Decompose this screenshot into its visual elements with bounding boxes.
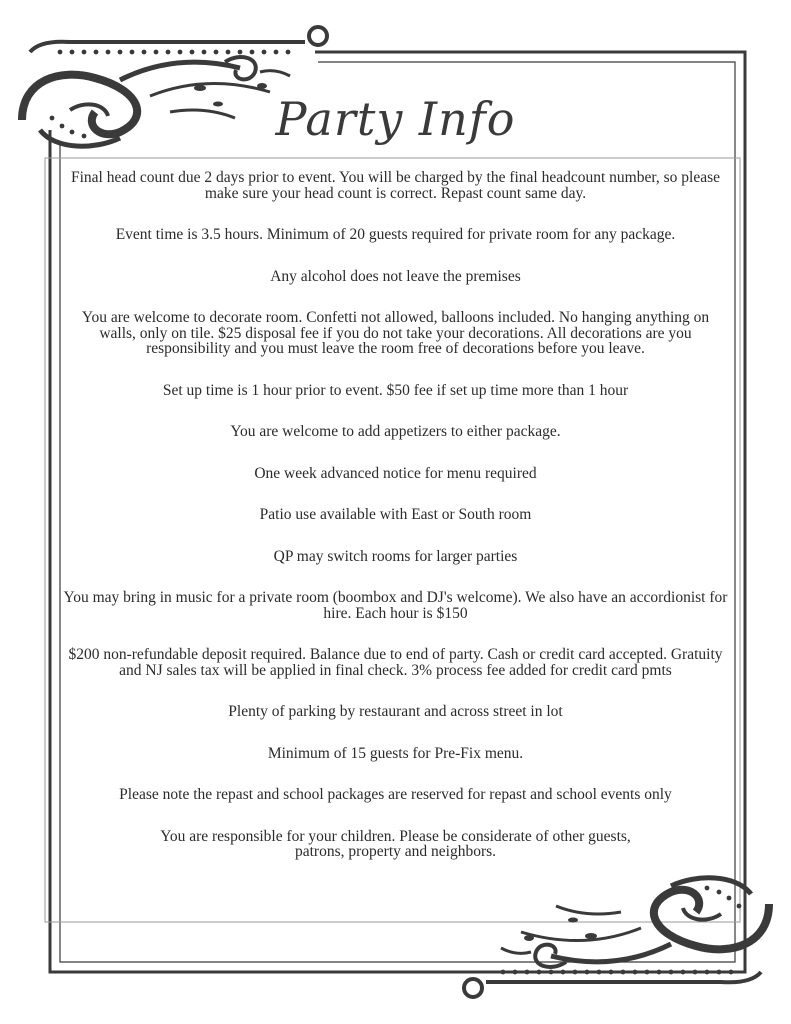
info-item-setup-time: Set up time is 1 hour prior to event. $50 fee if set up time more than 1 hour [162,381,629,399]
info-item-patio: Patio use available with East or South room [259,506,532,523]
info-item-menu-notice: One week advanced notice for menu required [254,464,537,482]
info-item-alcohol: Any alcohol does not leave the premises [270,267,521,285]
bottom-right-ornament [464,878,769,997]
info-item-decorations: You are welcome to decorate room. Confetti not allowed, balloons included. No hanging anything on walls, only on tile. $25 disposal fee if you do not take your decorations. All decorations are you responsibility and you must leave the room free of decorations before you leave. [81,309,710,357]
info-item-switch-rooms: QP may switch rooms for larger parties [273,547,518,565]
party-info-list [58,170,733,886]
info-item-repast-school: Please note the repast and school packages are reserved for repast and school events only [119,786,672,803]
info-item-headcount: Final head count due 2 days prior to event. You will be charged by the final headcount number, so please make sure your head count is correct. Repast count same day. [70,169,721,202]
page-title: Party Info [275,92,516,146]
info-item-music: You may bring in music for a private room (boombox and DJ's welcome). We also have an accordionist for hire. Each hour is $150 [63,589,728,622]
info-item-appetizers: You are welcome to add appetizers to either package. [230,423,561,440]
info-item-prefix-menu: Minimum of 15 guests for Pre-Fix menu. [267,744,524,762]
info-item-children: You are responsible for your children. Please be considerate of other guests, patrons, property and neighbors. [160,827,631,860]
info-item-parking: Plenty of parking by restaurant and across street in lot [228,703,563,720]
info-item-deposit: $200 non-refundable deposit required. Balance due to end of party. Cash or credit card accepted. Gratuity and NJ sales tax will be applied in final check. 3% process fee added for credit card pmts [68,646,723,679]
info-item-event-time: Event time is 3.5 hours. Minimum of 20 guests required for private room for any package. [115,226,676,243]
